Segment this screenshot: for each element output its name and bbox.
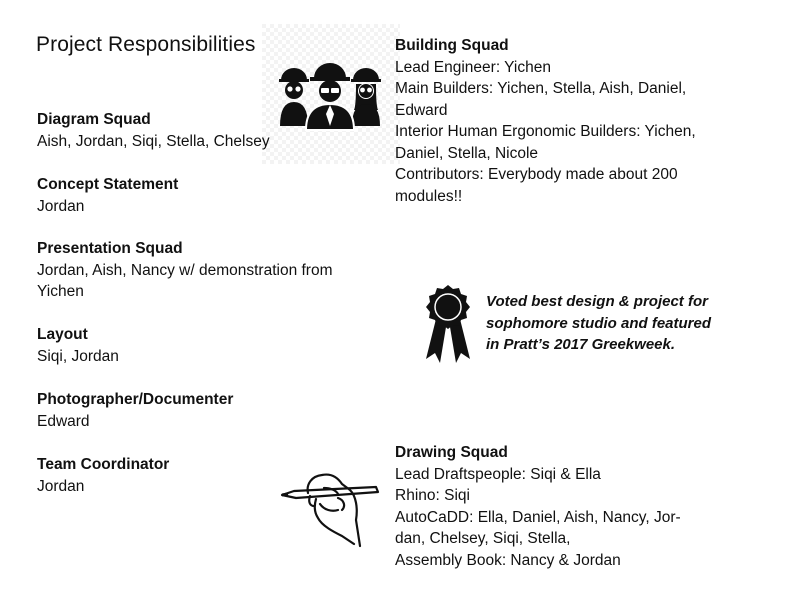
building-line: modules!! [395,187,463,205]
drawing-line: Rhino: Siqi [395,487,470,504]
section-heading: Drawing Squad [395,444,508,461]
section-body: Jordan [37,477,85,495]
drawing-line: AutoCaDD: Ella, Daniel, Aish, Nancy, Jor- [395,508,681,526]
section-concept-statement [37,174,367,217]
award-statement [486,291,786,356]
building-line: Main Builders: Yichen, Stella, Aish, Daniel, [395,80,687,97]
section-body: Jordan [37,197,85,215]
section-heading: Concept Statement [37,176,179,193]
section-body: Edward [37,412,90,430]
section-body: Aish, Jordan, Siqi, Stella, Chelsey [37,132,270,150]
drawing-line: Assembly Book: Nancy & Jordan [395,551,621,569]
section-building-squad [395,35,785,207]
section-heading: Layout [37,326,88,343]
award-line: in Pratt’s 2017 Greekweek. [486,336,676,353]
building-line: Daniel, Stella, Nicole [395,144,539,162]
section-heading: Building Squad [395,37,509,54]
section-diagram-squad [37,109,367,152]
section-heading: Diagram Squad [37,111,151,128]
hand-drawing-pen-icon [280,466,390,552]
drawing-line: Lead Draftspeople: Siqi & Ella [395,465,601,483]
section-body-line: Yichen [37,283,84,300]
drawing-line: dan, Chelsey, Siqi, Stella, [395,530,571,547]
page-title: Project Responsibilities [36,33,256,56]
award-line: Voted best design & project for [486,293,708,310]
section-body: Siqi, Jordan [37,347,119,365]
award-ribbon-icon [422,283,474,367]
section-heading: Team Coordinator [37,456,170,473]
section-layout [37,324,367,367]
section-body-line: Jordan, Aish, Nancy w/ demonstration from [37,261,333,279]
section-heading: Presentation Squad [37,240,183,257]
building-line: Interior Human Ergonomic Builders: Yichen, [395,123,696,140]
building-line: Edward [395,101,448,119]
section-photographer [37,389,367,432]
section-drawing-squad [395,442,785,571]
building-line: Contributors: Everybody made about 200 [395,166,678,183]
section-presentation-squad [37,238,397,303]
building-line: Lead Engineer: Yichen [395,58,551,76]
award-line: sophomore studio and featured [486,314,712,332]
section-heading: Photographer/Documenter [37,391,234,408]
